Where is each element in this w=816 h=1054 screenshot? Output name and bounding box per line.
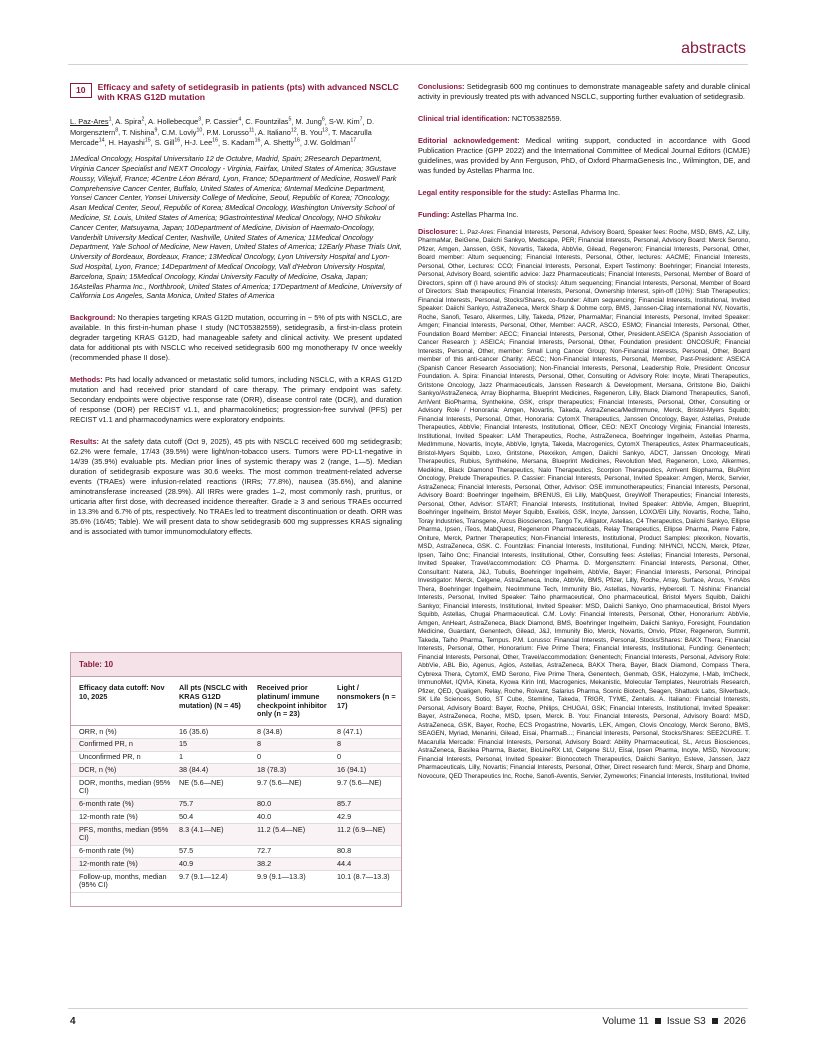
author <box>222 138 260 147</box>
author-name: B. You <box>300 127 323 137</box>
author-name: P. Cassier <box>205 117 239 127</box>
table-cell: DCR, n (%) <box>71 764 175 777</box>
table-row <box>71 858 401 871</box>
table-header-row <box>71 677 401 726</box>
table-cell: 75.7 <box>175 798 253 811</box>
table-cell: 12-month rate (%) <box>71 858 175 871</box>
author-name: M. Jung <box>295 117 322 127</box>
author-name: H. Hayashi <box>108 138 145 148</box>
author-name: P.M. Lorusso <box>206 127 249 137</box>
table-cell: Confirmed PR, n <box>71 738 175 751</box>
author-affiliation-sup: 10 <box>196 127 203 134</box>
table-cell: 38.2 <box>253 858 333 871</box>
author-affiliation-sup: 3 <box>198 116 202 123</box>
table-cell: 8 (47.1) <box>333 726 401 739</box>
page-number: 4 <box>70 1016 76 1027</box>
square-bullet-icon <box>712 1018 718 1024</box>
author-name: S. Kadam <box>222 138 255 148</box>
table-cell: 50.4 <box>175 811 253 824</box>
author <box>304 138 356 147</box>
table-cell: 9.9 (9.1—13.3) <box>253 871 333 893</box>
author-name: S. Gill <box>154 138 175 148</box>
author-name: A. Italiano <box>258 127 291 137</box>
author-affiliation-sup: 12 <box>290 127 297 134</box>
table-row <box>71 738 401 751</box>
table-cell: 6-month rate (%) <box>71 845 175 858</box>
author <box>258 128 297 137</box>
table-row <box>71 798 401 811</box>
efficacy-data-table <box>71 677 401 893</box>
table-cell: 16 (35.6) <box>175 726 253 739</box>
results-section <box>70 437 402 537</box>
table-row <box>71 811 401 824</box>
disclosure-text: L. Paz-Ares: Financial Interests, Personal, Advisory Board, Speaker fees: Roche, MSD, BMS, AZ, Lilly, PharmaMar, BeiGene, Daiichi Sankyo, Medscape, PER; Financial Interests, Personal, Advisory Board: Merck Serono, Pfizer, Amgen, Janssen, GSK, Novartis, Takeda, AbbVie, Gilead, Regeneron; Financial Interests, Personal, Other, Board member: Altum sequencing; Financial Interests, Personal, Other, lectures: AACME; Financial Interests, Personal, Other, Lectures: CCO; Financial Interests, Personal, Expert Testimony: Boehringer; Financial Interests, Personal, Advisory Board, scientific advice: Jazz Pharmaceuticals; Financial Interests, Personal, Member of Board of Directors, spinn off (I have around 8% of stocks): Altum sequencing; Financial Interests, Personal, Member of Board of Directors: Stab therapeutics; Financial Interests, Personal, Ownership Interest, spin-off (10%): Stab Therapeutics; Financial Interests, Personal, Stocks/Shares, co-founder: Altum sequencing; Financial Interests, Institutional, Invited Speaker: Daiichi Sankyo, AstraZeneca, Merck Sharp & Dohme corp, BMS, Janssen-Cilag international NV, Novartis, Roche, Sanofi, Tesaro, Alkermes, Lilly, Takeda, Pfizer, PharmaMar; Financial Interests, Personal, Invited Speaker: Amgen; Financial Interests, Personal, Other, Member: AACR, ASCO, ESMO; Financial Interests, Personal, Other, Foundation Board Member: AECC; Financial Interests, Personal, Other, President.ASEICA (Spanish Association of Cancer Research ): ASEICA; Financial Interests, Personal, Other, Foundation president: ONCOSUR; Financial Interests, Personal, Other, member: Small Lung Cancer Group; Non-Financial Interests, Personal, Other, Board member of this anti-cancer Charity: AECC; Non-Financial Interests, Personal, Member, Past-President: ASEICA (Spanish Cancer Research Association); Non-Financial Interests, Personal, Leadership Role, President: Oncosur Foundation. A. Spira: Financial Interests, Personal, Other, Consulting or Advisory Role: Incyte, Mirati Therapeutics, Gritstone Oncology, Jazz Pharmaceuticals, Janssen Research & Development, Mersana, Gritstone Bio, Daiichi Sankyo/AstraZeneca, Array Biopharma, Blueprint Medicines, Regeneron, Lilly, Black Diamond Therapeutics, Sanofi, ArriVent BioPharma, Synthekine, GSK, crispr therapeutics; Financial Interests, Personal, Other, Consulting or Advisory Role / Honoraria: Amgen, Novartis, Takeda, AstraZeneca/MedImmune, Merck, Bristol-Myers Squibb; Financial Interests, Personal, Other, Honoraria: CytomX Therapeutics, Janssen Oncology, Bayer, Astellas, Prelude Therapeutics, AbbVie; Financial Interests, Institutional, Officer, CEO: NEXT Oncology Virginia; Financial Interests, Institutional, Invited Speaker: LAM Therapeutics, Roche, AstraZeneca, Boehringer Ingelheim, Astellas Pharma, MedImmune, Novartis, Incyte, AbbVie, Ignyta, Takeda, Macrogenics, CytomX Therapeutics, Astex Pharmaceuticals, Bristol-Myers Squibb, Loxo, Gritstone, Plexxikon, Amgen, Daiichi Sankyo, ADCT, Janssen Oncology, Mirati Therapeutics, Rubius, Synthekine, Mersana, Blueprint Medicines, Revolution Med, Regeneron, Loxo, Alkermes, Medikine, Black Diamond Therapeutics, Nalo Therapeutics, Scorpion Therapeutics, Arrivent Biopharma, BluPrint Oncology, Prelude Therapeutics. P. Cassier: Financial Interests, Personal, Invited Speaker: Amgen, Merck, Servier, AstraZeneca; Financial Interests, Personal, Other, Advisor: OSE immunotherapeutics; Financial Interests, Personal, Advisory Board: Boehringer Ingelheim, BRENUS, Eli Lilly, MabQuest, GreyWolf Therapeutics; Financial Interests, Personal, Other, Advisor: START; Financial Interests, Institutional, Invited Speaker: AbbVie, Amgen, Blueprint, Boehringer Ingelheim, Bristol Meyer Squibb, Exelixis, GSK, Incyte, Janssen, LOXO/Eli Lilly, Novartis, Roche, Taiho, Toray Industries, Transgene, Arcus Biosciences, Tango Tx, Alligator, Astellas, C4 Therapeutics, Daiichi Sankyo, Ellipse Pharma, Ipsen, iTeos, MabQuest, Regeneron Pharmaceuticals, Relay Therapeutics, Ellipse Pharma, Pierre Fabre, Oniture, Merck, Partner Therapeutics; Non-Financial Interests, Institutional, Product Samples: plexxikon, Novartis, MSD, AstraZeneca, GSK. C. Fountzilas: Financial Interests, Institutional, Funding: NIH/NCI, NCCN, Merck, Pfizer, Ipsen, Taiho Onc; Financial Interests, Institutional, Other, Consulting fees: Astellas; Financial Interests, Personal, Invited Speaker, Travel/accommodation: CG Pharma. D. Morgensztern: Financial Interests, Personal, Other, Consultant: Natera, J&J, Tubulis, Boehringer Ingelheim, AbbVie, Bayer; Financial Interests, Personal, Principal Investigator: Merck, Celgene, AstraZeneca, Incite, AbbVie, BMS, Pfizer, Lilly, Roche, Array, Surface, Arcus, Y-mAbs Thera, Boehringer Ingelheim, NeoImmune Tech, Immunity Bio, Astellas, Novartis, Hybercell. T. Nishina: Financial Interests, Personal, Invited Speaker: Taiho pharmaceutical, Ono pharmaceutical, Bristol Myers Squibb, Daiichi Sankyo; Financial Interests, Institutional, Invited Speaker: MSD, Daiichi Sankyo, Ono pharmaceutical, Bristol Myers Squibb, Astellas, Chugai Pharmaceutical. C.M. Lovly: Financial Interests, Personal, Other, Honorarium: AbbVie, Amgen, AnHeart, AstraZeneca, Black Diamond, BMS, Boehringer Ingelheim, Daiichi Sankyo, Foresight, Foundation Medicine, Guardant, Genentech, Gilead, J&J, Immunity Bio, Merck, Novartis, Onvio, Pfizer, Regeneron, Summit, Takeda, Taiho Pharma, Tempus. P.M. Lorusso: Financial Interests, Personal, Stocks/Shares: BAKX Thera; Financial Interests, Personal, Other, Honorarium: Five Prime Thera; Financial Interests, Institutional, Funding: Genentech; Financial Interests, Personal, Other, Travel/accommodation: Genentech; Financial Interests, Personal, Advisory Role: AbbVie, ABL Bio, Agenus, Agios, Astellas, AstraZeneca, BAKX Thera, Bayer, Black Diamond, Compass Thera, Cybrexa Thera, CytomX, EMD Serono, Five Prime Thera, Genentech, Genmab, GSK, Halozyme, I-Mab, ImCheck, ImmunoMet, IQVIA, Kineta, Kyowa Kirin Intl, Macrogenics, Mekanistic, Molecular Templates, Neurotrials Research, Pfizer, QED, Qualigen, Relay, Roche, Roivant, Salarius Pharma, Scenic Biotech, Seagen, Shattuck Labs, Silverback, SK Life Sciences, Sotio, ST Cube, Stemline, Takeda, TRIGR, TYME, Zentalis. A. Italiano: Financial Interests, Personal, Advisory Board: Bayer, Roche, Philips, CHUGAI, GSK; Financial Interests, Institutional, Invited Speaker: Bayer, AstraZeneca, Roche, MSD, Ipsen, Merck. B. You: Financial Interests, Personal, Advisory Board: MSD, AstraZeneca, GSK, Bayer, Roche, ECS Progastrine, Novartis, LEK, Amgen, Clovis Oncology, Merck Serono, BMS, SEAGEN, Myriad, Menarini, Gilead, Eisai, PharmaB...; Financial Interests, Personal, Stocks/Shares: SEE2CURE. T. Macarulla Mercade: Financial Interests, Personal, Advisory Board: Ability Pharmaceutical, SL, Arcus Biosciences, AstraZeneca, Basilea Pharma, Baxter, BioLineRX Ltd, Celgene SLU, Eisai, Ipsen Pharma, Incyte, MSD, Novocure; Financial Interests, Personal, Invited Speaker: Bionocotech Therapeutics, Daiichi Sankyo, Esteve, Janssen, Jazz Pharmaceuticals, Lilly, Novartis; Financial Interests, Personal, Other, Direct research fund: Merck, Sharp and Dhome, Novocure, QED Therapeutics Inc, Roche, Sanofi-Aventis, Servier, Zymeworks; Financial Interests, Institutional, Invited <box>418 228 750 780</box>
table-cell: 80.8 <box>333 845 401 858</box>
table-row <box>71 871 401 893</box>
author-affiliation-sup: 8 <box>115 127 119 134</box>
table-cell: 11.2 (6.9—NE) <box>333 824 401 846</box>
author-affiliation-sup: 1 <box>108 116 112 123</box>
efficacy-table <box>70 652 402 907</box>
footer-rule <box>68 1008 748 1009</box>
square-bullet-icon <box>655 1018 661 1024</box>
author <box>296 117 325 126</box>
author-affiliation-sup: 17 <box>350 137 357 144</box>
author-list: L. Paz-Ares$^1$, A. Spira$^2$, A. Hollebecque$^3$, P. Cassier$^4$, C. Fountzilas$^5$, M. Jung$^6$, S-W. Kim$^7$, D. Morgensztern$^8$, T. Nishina$^9$, C.M. Lovly$^{10}$, P.M. Lorusso$^{11}$, A. Italiano$^{12}$, B. You$^{13}$, T. Macarulla Mercade$^{14}$, H. Hayashi$^{15}$, S. Gill$^{16}$, H-J. Lee$^{16}$, S. Kadam$^{16}$, A. Shetty$^{16}$, J.W. Goldman$^{17}$ <box>70 116 375 148</box>
table-cell: 11.2 (5.4—NE) <box>253 824 333 846</box>
author <box>115 117 144 126</box>
table-cell: 10.1 (8.7—13.3) <box>333 871 401 893</box>
author-name: C. Fountzilas <box>245 117 289 127</box>
table-cell: 16 (94.1) <box>333 764 401 777</box>
trial-label: Clinical trial identification: <box>418 113 510 123</box>
author-name: J.W. Goldman <box>303 138 351 148</box>
funding-label: Funding: <box>418 209 450 219</box>
editorial-section <box>418 136 750 176</box>
journal-issue-info <box>602 1016 746 1027</box>
left-column <box>70 82 402 537</box>
legal-section <box>418 188 750 198</box>
author-affiliation-sup: 7 <box>359 116 363 123</box>
conclusions-text: Setidegrasib 600 mg continues to demonstrate manageable safety and durable clinical activity in previously treated pts with advanced NSCLC, supporting further evaluation of setidegrasib. <box>418 82 750 101</box>
author-affiliation-sup: 4 <box>238 116 242 123</box>
table-row <box>71 764 401 777</box>
author <box>148 117 201 126</box>
author <box>205 117 241 126</box>
table-row <box>71 845 401 858</box>
table-cell: Unconfirmed PR, n <box>71 751 175 764</box>
author-name: C.M. Lovly <box>161 127 197 137</box>
author <box>109 138 151 147</box>
funding-section <box>418 210 750 220</box>
funding-text: Astellas Pharma Inc. <box>451 209 519 219</box>
legal-text: Astellas Pharma Inc. <box>552 187 621 197</box>
author <box>329 117 363 126</box>
table-cell: 8 <box>333 738 401 751</box>
trial-section <box>418 114 750 124</box>
background-section <box>70 313 402 363</box>
table-row <box>71 777 401 799</box>
table-header-cell: Efficacy data cutoff: Nov 10, 2025 <box>79 683 165 701</box>
abstract-title: Efficacy and safety of setidegrasib in patients (pts) with advanced NSCLC with KRAS G12D mutation <box>97 82 399 102</box>
table-cell: PFS, months, median (95% CI) <box>71 824 175 846</box>
table-cell: 15 <box>175 738 253 751</box>
author-affiliation-sup: 14 <box>98 137 105 144</box>
author-name: A. Shetty <box>264 138 295 148</box>
table-cell: 80.0 <box>253 798 333 811</box>
table-cell: 6-month rate (%) <box>71 798 175 811</box>
author-affiliation-sup: 16 <box>212 137 219 144</box>
author-affiliation-sup: 15 <box>144 137 151 144</box>
table-cell: 18 (78.3) <box>253 764 333 777</box>
results-text: At the safety data cutoff (Oct 9, 2025), 45 pts with NSCLC received 600 mg setidegrasib; 62.2% were female, 17/43 (39.5%) were light/non-tobacco users. Tumors were PD-L1-negative in 14/39 (35.9%) evaluable pts. Median prior lines of systemic therapy was 2 (range, 1—5). Median duration of setidegrasib exposure was 30.6 weeks. The most common treatment-related adverse events (TRAEs) were infusion-related reactions (IRRs; 77.8%), nausea (35.6%), and alanine aminotransferase increased (28.9%). All IRRs were grades 1–2, most commonly rash, pruritus, or urticaria after first dose, with decreased incidence thereafter. Grade ≥ 3 and serious TRAEs occurred in 13.3% and 6.7% of pts, respectively. No TRAEs led to treatment discontinuation or death. ORR was 35.6% (16/45; Table). We will present data to show setidegrasib 600 mg suppresses KRAS signaling and is associated with tumor immunomodulatory effects. <box>70 436 402 536</box>
table-cell: 85.7 <box>333 798 401 811</box>
author-affiliation-sup: 16 <box>174 137 181 144</box>
table-cell: 9.7 (5.6—NE) <box>333 777 401 799</box>
author <box>162 128 203 137</box>
table-header-cell: All pts (NSCLC with KRAS G12D mutation) (N = 45) <box>179 683 248 710</box>
author <box>122 128 157 137</box>
table-cell: 1 <box>175 751 253 764</box>
table-row <box>71 824 401 846</box>
table-cell: 9.7 (9.1—12.4) <box>175 871 253 893</box>
author-name: S-W. Kim <box>328 117 360 127</box>
author <box>206 128 254 137</box>
table-cell: Follow-up, months, median (95% CI) <box>71 871 175 893</box>
author <box>155 138 181 147</box>
author-affiliation-sup: 6 <box>321 116 325 123</box>
author-name: T. Nishina <box>122 127 155 137</box>
table-cell: 44.4 <box>333 858 401 871</box>
author-affiliation-sup: 16 <box>254 137 261 144</box>
table-cell: 40.9 <box>175 858 253 871</box>
abstract-heading <box>70 82 402 103</box>
abstract-number: 10 <box>70 83 92 98</box>
table-cell: 0 <box>253 751 333 764</box>
table-cell: DOR, months, median (95% CI) <box>71 777 175 799</box>
background-label: Background: <box>70 313 116 323</box>
disclosure-label: Disclosure: <box>418 226 458 236</box>
conclusions-label: Conclusions: <box>418 82 465 91</box>
results-label: Results: <box>70 436 99 446</box>
table-header-cell: Received prior platinum/ immune checkpoint inhibitor only (n = 23) <box>257 683 327 719</box>
conclusions-section <box>418 82 750 102</box>
journal-section-header: abstracts <box>681 40 746 57</box>
author-affiliation-sup: 16 <box>294 137 300 144</box>
table-row <box>71 751 401 764</box>
table-cell: 38 (84.4) <box>175 764 253 777</box>
table-cell: 8 <box>253 738 333 751</box>
table-cell: NE (5.6—NE) <box>175 777 253 799</box>
table-cell: 42.9 <box>333 811 401 824</box>
background-text: No therapies targeting KRAS G12D mutation, occurring in ~ 5% of pts with NSCLC, are available. In this first-in-human phase I study (NCT05382559), setidegrasib, a first-in-class protein degrader targeting KRAS G12D, had manageable safety and clinical activity. We present updated data for additional pts with NSCLC who received setidegrasib 600 mg monotherapy IV once weekly (recommended phase II dose). <box>70 313 402 362</box>
editorial-label: Editorial acknowledgement: <box>418 135 520 145</box>
table-title: Table: 10 <box>71 653 401 677</box>
author <box>245 117 291 126</box>
table-cell: 8.3 (4.1—NE) <box>175 824 253 846</box>
table-cell: 0 <box>333 751 401 764</box>
table-body <box>71 726 401 893</box>
table-cell: ORR, n (%) <box>71 726 175 739</box>
table-cell: 9.7 (5.6—NE) <box>253 777 333 799</box>
table-cell: 57.5 <box>175 845 253 858</box>
legal-label: Legal entity responsible for the study: <box>418 187 552 197</box>
table-cell: 12-month rate (%) <box>71 811 175 824</box>
author <box>264 138 300 147</box>
table-cell: 40.0 <box>253 811 333 824</box>
right-column <box>418 82 750 781</box>
author-name: A. Hollebecque <box>148 117 199 127</box>
volume: Volume 11 <box>602 1016 649 1027</box>
methods-text: Pts had locally advanced or metastatic solid tumors, including NSCLC, with a KRAS G12D mutation and had received prior standard of care therapy. The primary endpoint was safety. Secondary endpoints were objective response rate (ORR), disease control rate (DCR), and duration of response (DOR) per RECIST v1.1, and pharmacokinetics; progression-free survival (PFS) per RECIST v1.1 and pharmacodynamics were exploratory endpoints. <box>70 374 402 424</box>
author-affiliation-sup: 5 <box>288 116 292 123</box>
header-rule <box>68 64 748 65</box>
methods-label: Methods: <box>70 374 103 384</box>
author <box>70 117 112 126</box>
disclosure-section <box>418 227 750 782</box>
author <box>184 138 218 147</box>
author-name: T. Macarulla Mercade <box>70 127 372 148</box>
author-affiliation-sup: 13 <box>322 127 328 134</box>
author-name: A. Spira <box>115 117 142 127</box>
table-row <box>71 726 401 739</box>
author-affiliation-sup: 2 <box>141 116 145 123</box>
table-header-cell: Light / nonsmokers (n = 17) <box>337 683 396 710</box>
author-name: L. Paz-Ares <box>70 117 109 127</box>
author-name: D. Morgensztern <box>70 117 375 137</box>
methods-section <box>70 375 402 425</box>
author <box>301 128 328 137</box>
author-affiliation-sup: 9 <box>154 127 158 134</box>
table-cell: 8 (34.8) <box>253 726 333 739</box>
author-affiliation-sup: 11 <box>248 127 255 134</box>
issue: Issue S3 <box>666 1016 706 1027</box>
author-name: H-J. Lee <box>184 138 213 148</box>
affiliations: 1Medical Oncology, Hospital Universitario 12 de Octubre, Madrid, Spain; 2Research Department, Virginia Cancer Specialist and NEXT Oncology - Virginia, Fairfax, United States of America; 3Gustave Roussy, Villejuif, France; 4Centre Léon Bérard, Lyon, France; 5Department of Medicine, Roswell Park Comprehensive Cancer Center, Buffalo, United States of America; 6Internal Medicine Department, Yonsei Cancer Center, Yonsei University College of Medicine, Seoul, Republic of Korea; 7Oncology, Asan Medical Center, Seoul, Republic of Korea; 8Medical Oncology, Washington University School of Medicine, St. Louis, United States of America; 9Gastrointestinal Medical Oncology, NHO Shikoku Cancer Center, Matsuyama, Japan; 10Department of Medicine, Division of Haemato-Oncology, Vanderbilt University Medical Center, Nashville, United States of America; 11Medical Oncology Department, Yale School of Medicine, New Haven, United States of America; 12Early Phase Trials Unit, University of Bordeaux, Bordeaux, France; 13Medical Oncology, Lyon University Hospital and Lyon-Sud Hospital, Lyon, France; 14Department of Medical Oncology, Vall d'Hebron University Hospital, Barcelona, Spain; 15Medical Oncology, Kindai University Faculty of Medicine, Osaka, Japan; 16Astellas Pharma Inc., Northbrook, United States of America; 17Department of Medicine, University of California Los Angeles, Santa Monica, United States of America <box>70 154 402 301</box>
trial-text: NCT05382559. <box>511 113 562 123</box>
table-cell: 72.7 <box>253 845 333 858</box>
year: 2026 <box>723 1016 746 1027</box>
editorial-text: Medical writing support, conducted in accordance with Good Publication Practice (GPP 2022) and the International Committee of Medical Journal Editors (ICMJE) guidelines, was provided by Ann Ferguson, PhD, of Oxford PharmaGenesis Inc., Wilmington, DE, and was funded by Astellas Pharma Inc. <box>418 135 750 175</box>
